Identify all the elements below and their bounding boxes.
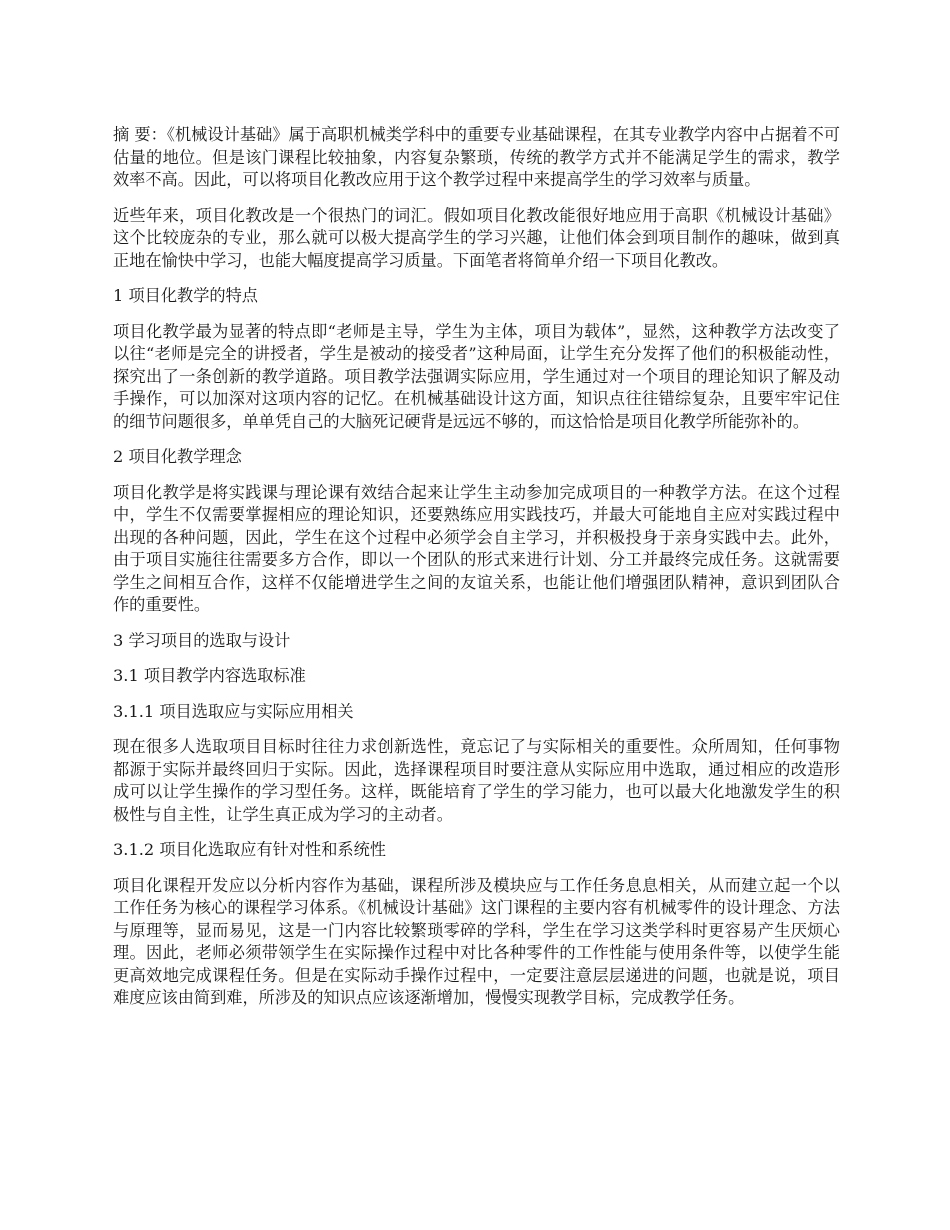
intro-paragraph: 近些年来，项目化教改是一个很热门的词汇。假如项目化教改能很好地应用于高职《机械设计基础》这个比较庞杂的专业，那么就可以极大提高学生的学习兴趣，让他们体会到项目制作的趣味，做到真正地在愉快中学习，也能大幅度提高学习质量。下面笔者将简单介绍一下项目化教改。	[113, 205, 840, 270]
section-3-1-1-paragraph: 现在很多人选取项目目标时往往力求创新选性，竟忘记了与实际相关的重要性。众所周知，任何事物都源于实际并最终回归于实际。因此，选择课程项目时要注意从实际应用中选取，通过相应的改造形成可以让学生操作的学习型任务。这样，既能培育了学生的学习能力，也可以最大化地激发学生的积极性与自主性，让学生真正成为学习的主动者。	[113, 737, 840, 824]
section-2-paragraph: 项目化教学是将实践课与理论课有效结合起来让学生主动参加完成项目的一种教学方法。在这个过程中，学生不仅需要掌握相应的理论知识，还要熟练应用实践技巧，并最大可能地自主应对实践过程中出现的各种问题，因此，学生在这个过程中必须学会自主学习，并积极投身于亲身实践中去。此外，由于项目实施往往需要多方合作，即以一个团队的形式来进行计划、分工并最终完成任务。这就需要学生之间相互合作，这样不仅能增进学生之间的友谊关系，也能让他们增强团队精神，意识到团队合作的重要性。	[113, 482, 840, 614]
section-3-1-2-paragraph: 项目化课程开发应以分析内容作为基础，课程所涉及模块应与工作任务息息相关，从而建立起一个以工作任务为核心的课程学习体系。《机械设计基础》这门课程的主要内容有机械零件的设计理念、方法与原理等，显而易见，这是一门内容比较繁琐零碎的学科，学生在学习这类学科时更容易产生厌烦心理。因此，老师必须带领学生在实际操作过程中对比各种零件的工作性能与使用条件等，以使学生能更高效地完成课程任务。但是在实际动手操作过程中，一定要注意层层递进的问题，也就是说，项目难度应该由简到难，所涉及的知识点应该逐渐增加，慢慢实现教学目标，完成教学任务。	[113, 875, 840, 1007]
section-1-paragraph: 项目化教学最为显著的特点即“老师是主导，学生为主体，项目为载体”，显然，这种教学方法改变了以往“老师是完全的讲授者，学生是被动的接受者”这种局面，让学生充分发挥了他们的积极能动性，探究出了一条创新的教学道路。项目教学法强调实际应用，学生通过对一个项目的理论知识了解及动手操作，可以加深对这项内容的记忆。在机械基础设计这方面，知识点往往错综复杂，且要牢牢记住的细节问题很多，单单凭自己的大脑死记硬背是远远不够的，而这恰恰是项目化教学所能弥补的。	[113, 321, 840, 431]
section-heading-3-1: 3.1 项目教学内容选取标准	[113, 666, 306, 685]
section-heading-3-1-2: 3.1.2 项目化选取应有针对性和系统性	[113, 840, 386, 859]
document-body	[113, 124, 840, 1023]
section-heading-3: 3 学习项目的选取与设计	[113, 630, 291, 650]
abstract-paragraph: 摘 要：《机械设计基础》属于高职机械类学科中的重要专业基础课程，在其专业教学内容中占据着不可估量的地位。但是该门课程比较抽象，内容复杂繁琐，传统的教学方式并不能满足学生的需求，教学效率不高。因此，可以将项目化教改应用于这个教学过程中来提高学生的学习效率与质量。	[113, 125, 840, 189]
section-heading-3-1-1: 3.1.1 项目选取应与实际应用相关	[113, 701, 354, 721]
section-heading-2: 2 项目化教学理念	[113, 447, 242, 466]
section-heading-1: 1 项目化教学的特点	[113, 286, 258, 305]
